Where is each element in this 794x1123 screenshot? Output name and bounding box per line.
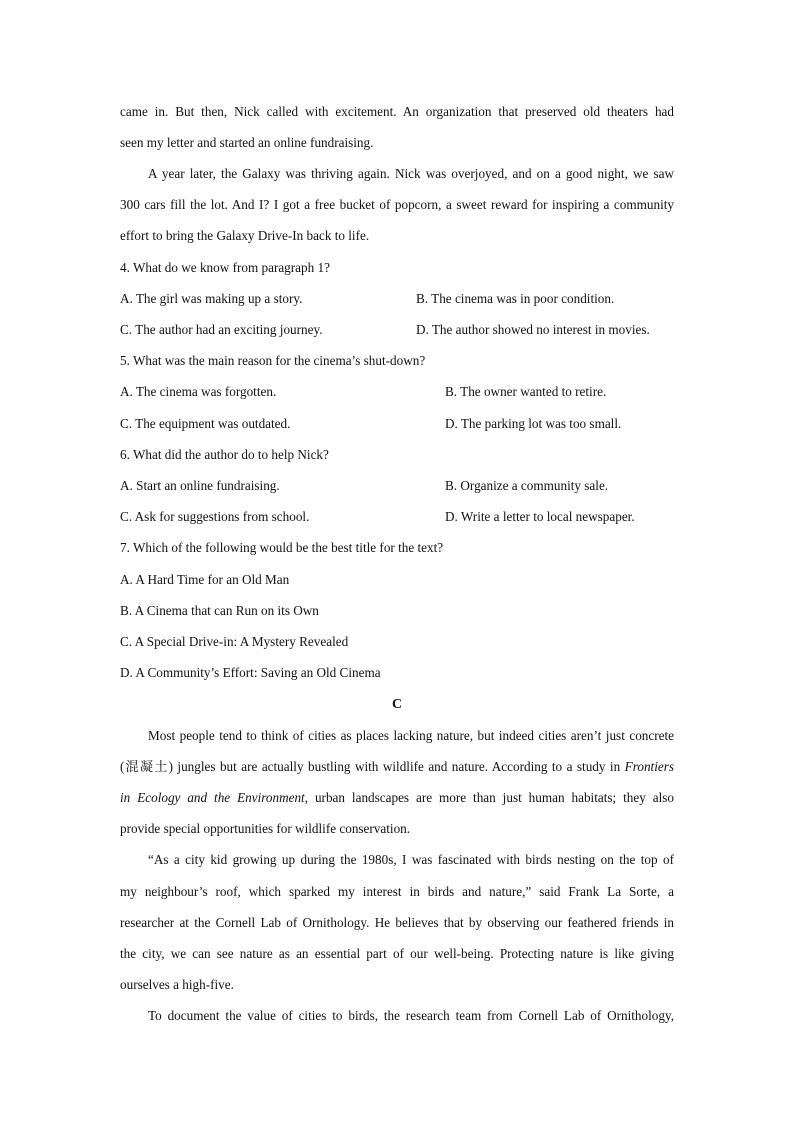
passage-line: 300 cars fill the lot. And I? I got a free bucket of popcorn, a sweet reward for inspiring a community [120, 197, 674, 212]
paragraph-text: , urban landscapes are more than just human habitats; they also [304, 790, 674, 805]
option-b: B. A Cinema that can Run on its Own [120, 603, 319, 618]
paragraph-line: ourselves a high-five. [120, 977, 234, 992]
option-d: D. A Community’s Effort: Saving an Old Cinema [120, 665, 381, 680]
option-b: B. Organize a community sale. [445, 478, 609, 493]
option-a: A. The girl was making up a story. [120, 291, 303, 306]
option-b: B. The cinema was in poor condition. [416, 291, 615, 306]
paragraph-text: (混凝土) jungles but are actually bustling with wildlife and nature. According to a study in [120, 759, 625, 774]
passage-line: came in. But then, Nick called with excitement. An organization that preserved old theaters had [120, 104, 674, 119]
paragraph-line: provide special opportunities for wildlife conservation. [120, 821, 411, 836]
option-b: B. The owner wanted to retire. [445, 384, 607, 399]
passage-line: A year later, the Galaxy was thriving again. Nick was overjoyed, and on a good night, we saw [148, 166, 674, 181]
option-d: D. Write a letter to local newspaper. [445, 509, 635, 524]
paragraph-line: researcher at the Cornell Lab of Ornithology. He believes that by observing our feathered friends in [120, 915, 674, 930]
paragraph-line [120, 758, 674, 776]
option-c: C. The equipment was outdated. [120, 416, 291, 431]
option-a: A. A Hard Time for an Old Man [120, 572, 290, 587]
journal-title: Frontiers [624, 759, 674, 774]
section-heading: C [391, 697, 403, 712]
passage-line: effort to bring the Galaxy Drive-In back to life. [120, 228, 370, 243]
option-d: D. The author showed no interest in movies. [416, 322, 650, 337]
option-a: A. Start an online fundraising. [120, 478, 280, 493]
option-d: D. The parking lot was too small. [445, 416, 622, 431]
passage-line: seen my letter and started an online fundraising. [120, 135, 374, 150]
option-a: A. The cinema was forgotten. [120, 384, 277, 399]
paragraph-line: To document the value of cities to birds, the research team from Cornell Lab of Ornithology, [148, 1008, 674, 1023]
question-stem: 7. Which of the following would be the best title for the text? [120, 540, 444, 555]
paragraph-line: my neighbour’s roof, which sparked my interest in birds and nature,” said Frank La Sorte, a [120, 884, 674, 899]
question-stem: 6. What did the author do to help Nick? [120, 447, 329, 462]
paragraph-line: the city, we can see nature as an essential part of our well-being. Protecting nature is like giving [120, 946, 674, 961]
option-c: C. Ask for suggestions from school. [120, 509, 310, 524]
paragraph-line [120, 789, 674, 807]
paragraph-line: Most people tend to think of cities as places lacking nature, but indeed cities aren’t just concrete [148, 728, 674, 743]
question-stem: 5. What was the main reason for the cinema’s shut-down? [120, 353, 426, 368]
option-c: C. The author had an exciting journey. [120, 322, 323, 337]
journal-title: in Ecology and the Environment [120, 790, 305, 805]
paragraph-line: “As a city kid growing up during the 1980s, I was fascinated with birds nesting on the top of [148, 852, 674, 867]
option-c: C. A Special Drive-in: A Mystery Revealed [120, 634, 349, 649]
question-stem: 4. What do we know from paragraph 1? [120, 260, 330, 275]
